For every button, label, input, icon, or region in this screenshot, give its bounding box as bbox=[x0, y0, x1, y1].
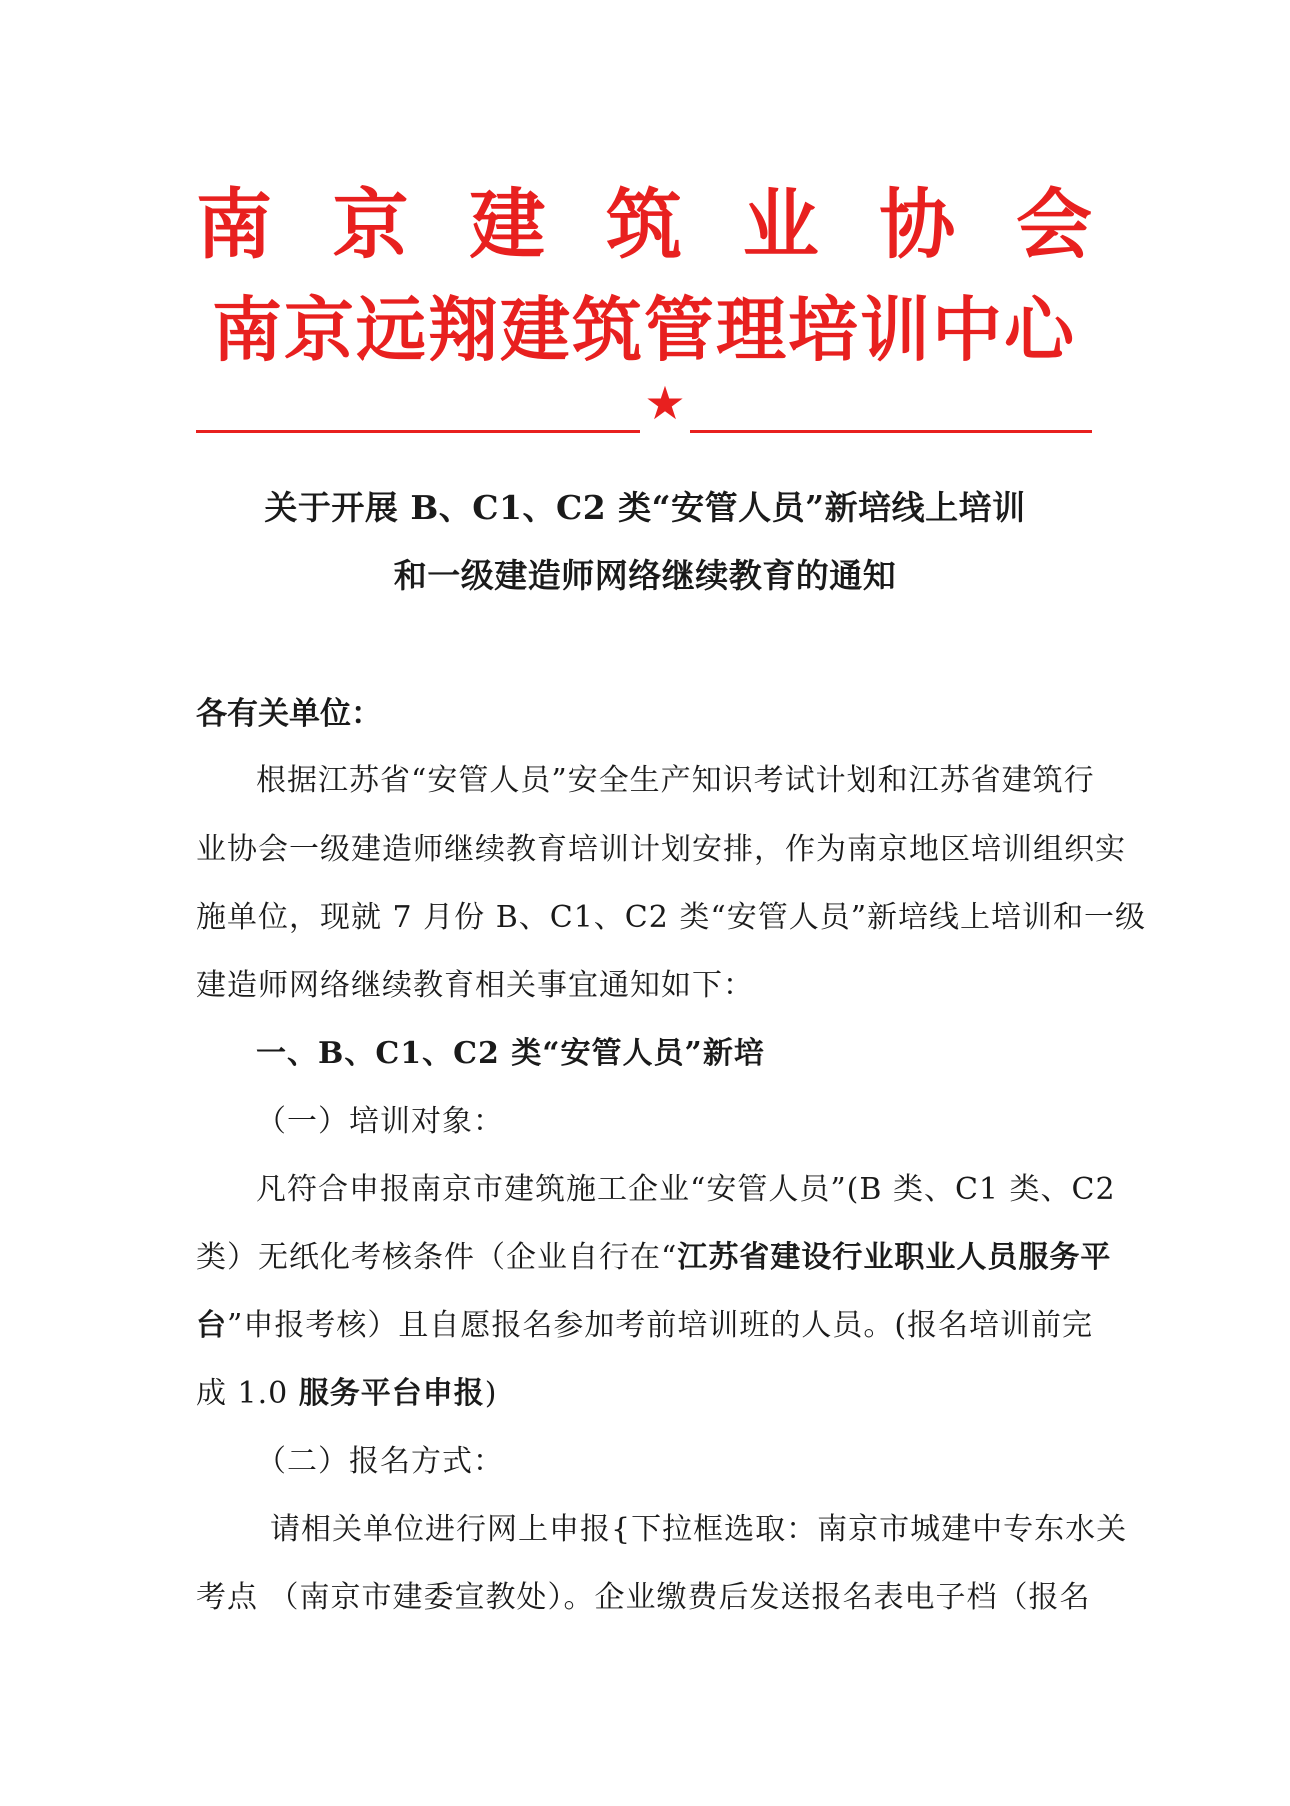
text: ”申报考核）且自愿报名参加考前培训班的人员。(报名培训前完 bbox=[227, 1308, 1094, 1343]
paragraph-line: 建造师网络继续教育相关事宜通知如下： bbox=[196, 968, 754, 1003]
text: ) bbox=[484, 1376, 498, 1411]
platform-name: 江苏省建设行业职业人员服务平 bbox=[677, 1240, 1112, 1275]
paragraph-line bbox=[196, 1368, 498, 1412]
org-char: 京 bbox=[332, 180, 409, 269]
org-name-association bbox=[196, 180, 1092, 270]
subsection-heading: （一）培训对象： bbox=[256, 1104, 504, 1139]
text: 成 1.0 bbox=[196, 1376, 299, 1411]
text: 根据江苏省“安管人员”安全生产知识考试计划和江苏省建筑行 bbox=[256, 763, 1095, 798]
org-char: 业 bbox=[742, 180, 819, 269]
paragraph-line bbox=[196, 1300, 1093, 1344]
emphasis: 服务平台申报 bbox=[298, 1376, 485, 1411]
org-char: 会 bbox=[1015, 180, 1092, 269]
org-char: 南 bbox=[196, 180, 272, 269]
header-rule-left bbox=[196, 430, 640, 433]
org-char: 建 bbox=[469, 180, 546, 269]
paragraph-line: 业协会一级建造师继续教育培训计划安排，作为南京地区培训组织实 bbox=[196, 832, 1126, 867]
paragraph-line: 考点 （南京市建委宣教处）。企业缴费后发送报名表电子档（报名 bbox=[196, 1580, 1091, 1615]
star-icon: ★ bbox=[644, 376, 686, 430]
org-char: 筑 bbox=[605, 180, 682, 269]
paragraph-line bbox=[196, 1232, 1111, 1276]
paragraph-line bbox=[196, 755, 1095, 799]
org-name-training-center: 南京远翔建筑管理培训中心 bbox=[212, 289, 1076, 371]
section-heading: 一、B、C1、C2 类“安管人员”新培 bbox=[256, 1036, 765, 1071]
org-char: 协 bbox=[879, 180, 956, 269]
platform-name-end: 台 bbox=[196, 1308, 227, 1343]
header-rule-right bbox=[690, 430, 1092, 433]
text: 类）无纸化考核条件（企业自行在“ bbox=[196, 1240, 678, 1275]
document-title-line1: 关于开展 B、C1、C2 类“安管人员”新培线上培训 bbox=[264, 488, 1026, 527]
paragraph-line: 施单位，现就 7 月份 B、C1、C2 类“安管人员”新培线上培训和一级 bbox=[196, 900, 1147, 935]
paragraph-line: 请相关单位进行网上申报{下拉框选取：南京市城建中专东水关 bbox=[270, 1512, 1128, 1547]
salutation: 各有关单位： bbox=[196, 696, 382, 732]
paragraph-line: 凡符合申报南京市建筑施工企业“安管人员”(B 类、C1 类、C2 bbox=[256, 1172, 1116, 1207]
document-title-line2: 和一级建造师网络继续教育的通知 bbox=[393, 556, 897, 595]
subsection-heading: （二）报名方式： bbox=[256, 1444, 504, 1479]
